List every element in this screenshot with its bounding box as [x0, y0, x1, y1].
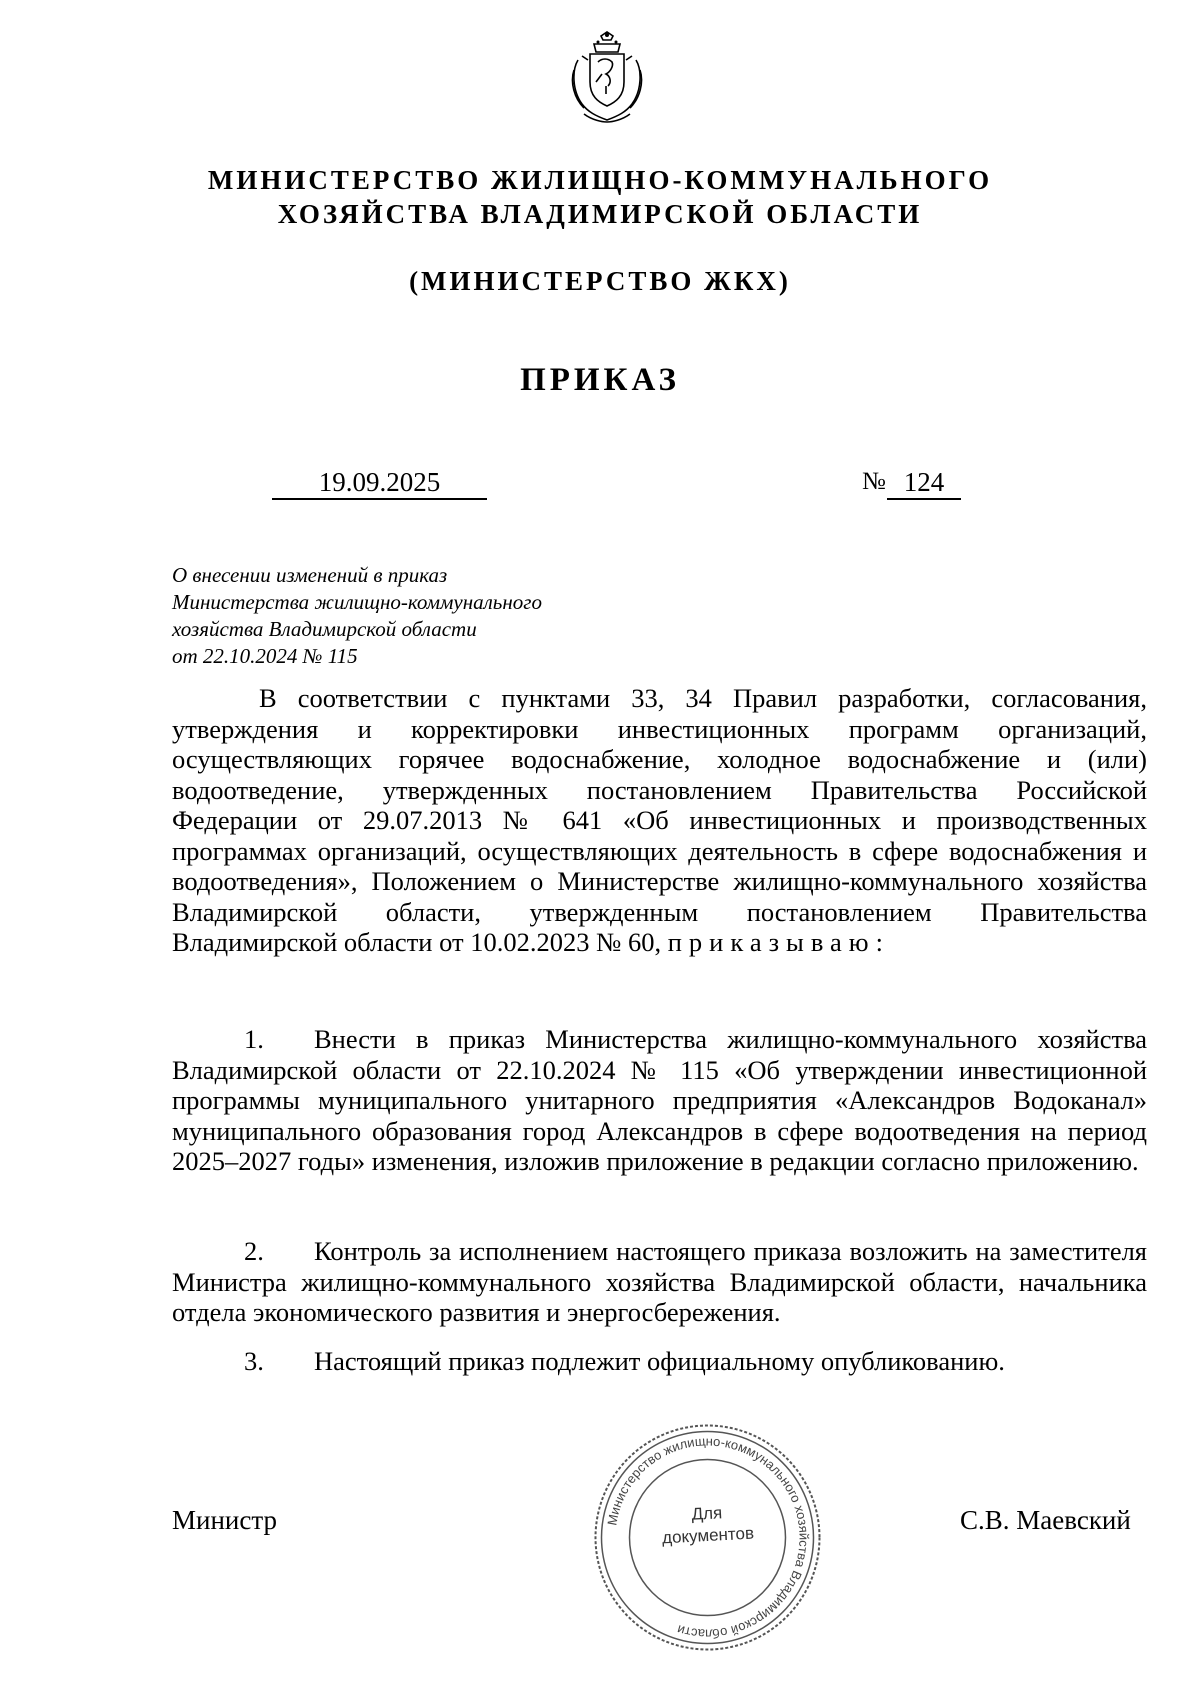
- order-item-1: [172, 1024, 1147, 1177]
- subject-line: Министерства жилищно-коммунального: [172, 590, 542, 614]
- seal-center-line: документов: [661, 1523, 755, 1548]
- item-text: Настоящий приказ подлежит официальному опубликованию.: [314, 1346, 1005, 1376]
- order-item-3: [172, 1346, 1147, 1377]
- preamble-paragraph: [172, 683, 1147, 958]
- item-text: Контроль за исполнением настоящего приказа возложить на заместителя Министра жилищно-коммунального хозяйства Владимирской области, начальника отдела экономического развития и энергосбережения.: [172, 1236, 1147, 1327]
- subject-line: от 22.10.2024 № 115: [172, 644, 358, 668]
- item-text: Внести в приказ Министерства жилищно-коммунального хозяйства Владимирской области от 22.10.2024 № 115 «Об утверждении инвестиционной программы муниципального унитарного предприятия «Александров Водоканал» муниципального образования город Александров в сфере водоотведения на период 2025–2027 годы» изменения, изложив приложение в редакции согласно приложению.: [172, 1024, 1147, 1176]
- preamble-text: В соответствии с пунктами 33, 34 Правил разработки, согласования, утверждения и корректировки инвестиционных программ организаций, осуществляющих горячее водоснабжение, холодное водоснабжение и (или) водоотведение, утвержденных постановлением Правительства Российской Федерации от 29.07.2013 № 641 «Об инвестиционных и производственных программах организаций, осуществляющих деятельность в сфере водоснабжения и водоотведения», Положением о Министерстве жилищно-коммунального хозяйства Владимирской области, утвержденным постановлением Правительства Владимирской области от 10.02.2023 № 60,: [172, 683, 1147, 957]
- seal-center-line: Для: [691, 1503, 723, 1524]
- seal-ring-text: Министерство жилищно-коммунального хозяйства Владимирской области: [604, 1433, 812, 1642]
- document-subject: [172, 562, 672, 670]
- item-number: 1.: [244, 1024, 264, 1054]
- subject-line: хозяйства Владимирской области: [172, 617, 477, 641]
- ministry-name-line2: ХОЗЯЙСТВА ВЛАДИМИРСКОЙ ОБЛАСТИ: [277, 199, 923, 229]
- document-type-title: ПРИКАЗ: [520, 362, 680, 398]
- coat-of-arms-icon: [568, 30, 646, 126]
- signatory-name: С.В. Маевский: [960, 1505, 1131, 1535]
- item-number: 3.: [244, 1346, 264, 1376]
- seal-center-text: [629, 1499, 786, 1551]
- ministry-name-line1: МИНИСТЕРСТВО ЖИЛИЩНО-КОММУНАЛЬНОГО: [207, 165, 993, 195]
- order-word: приказываю:: [667, 927, 890, 957]
- number-label: №: [862, 468, 886, 495]
- signatory-position: Министр: [172, 1505, 277, 1535]
- order-item-2: [172, 1236, 1147, 1328]
- ministry-short-name: (МИНИСТЕРСТВО ЖКХ): [409, 266, 791, 296]
- document-date: 19.09.2025: [272, 466, 487, 500]
- document-number: 124: [887, 466, 961, 500]
- subject-line: О внесении изменений в приказ: [172, 563, 448, 587]
- item-number: 2.: [244, 1236, 264, 1266]
